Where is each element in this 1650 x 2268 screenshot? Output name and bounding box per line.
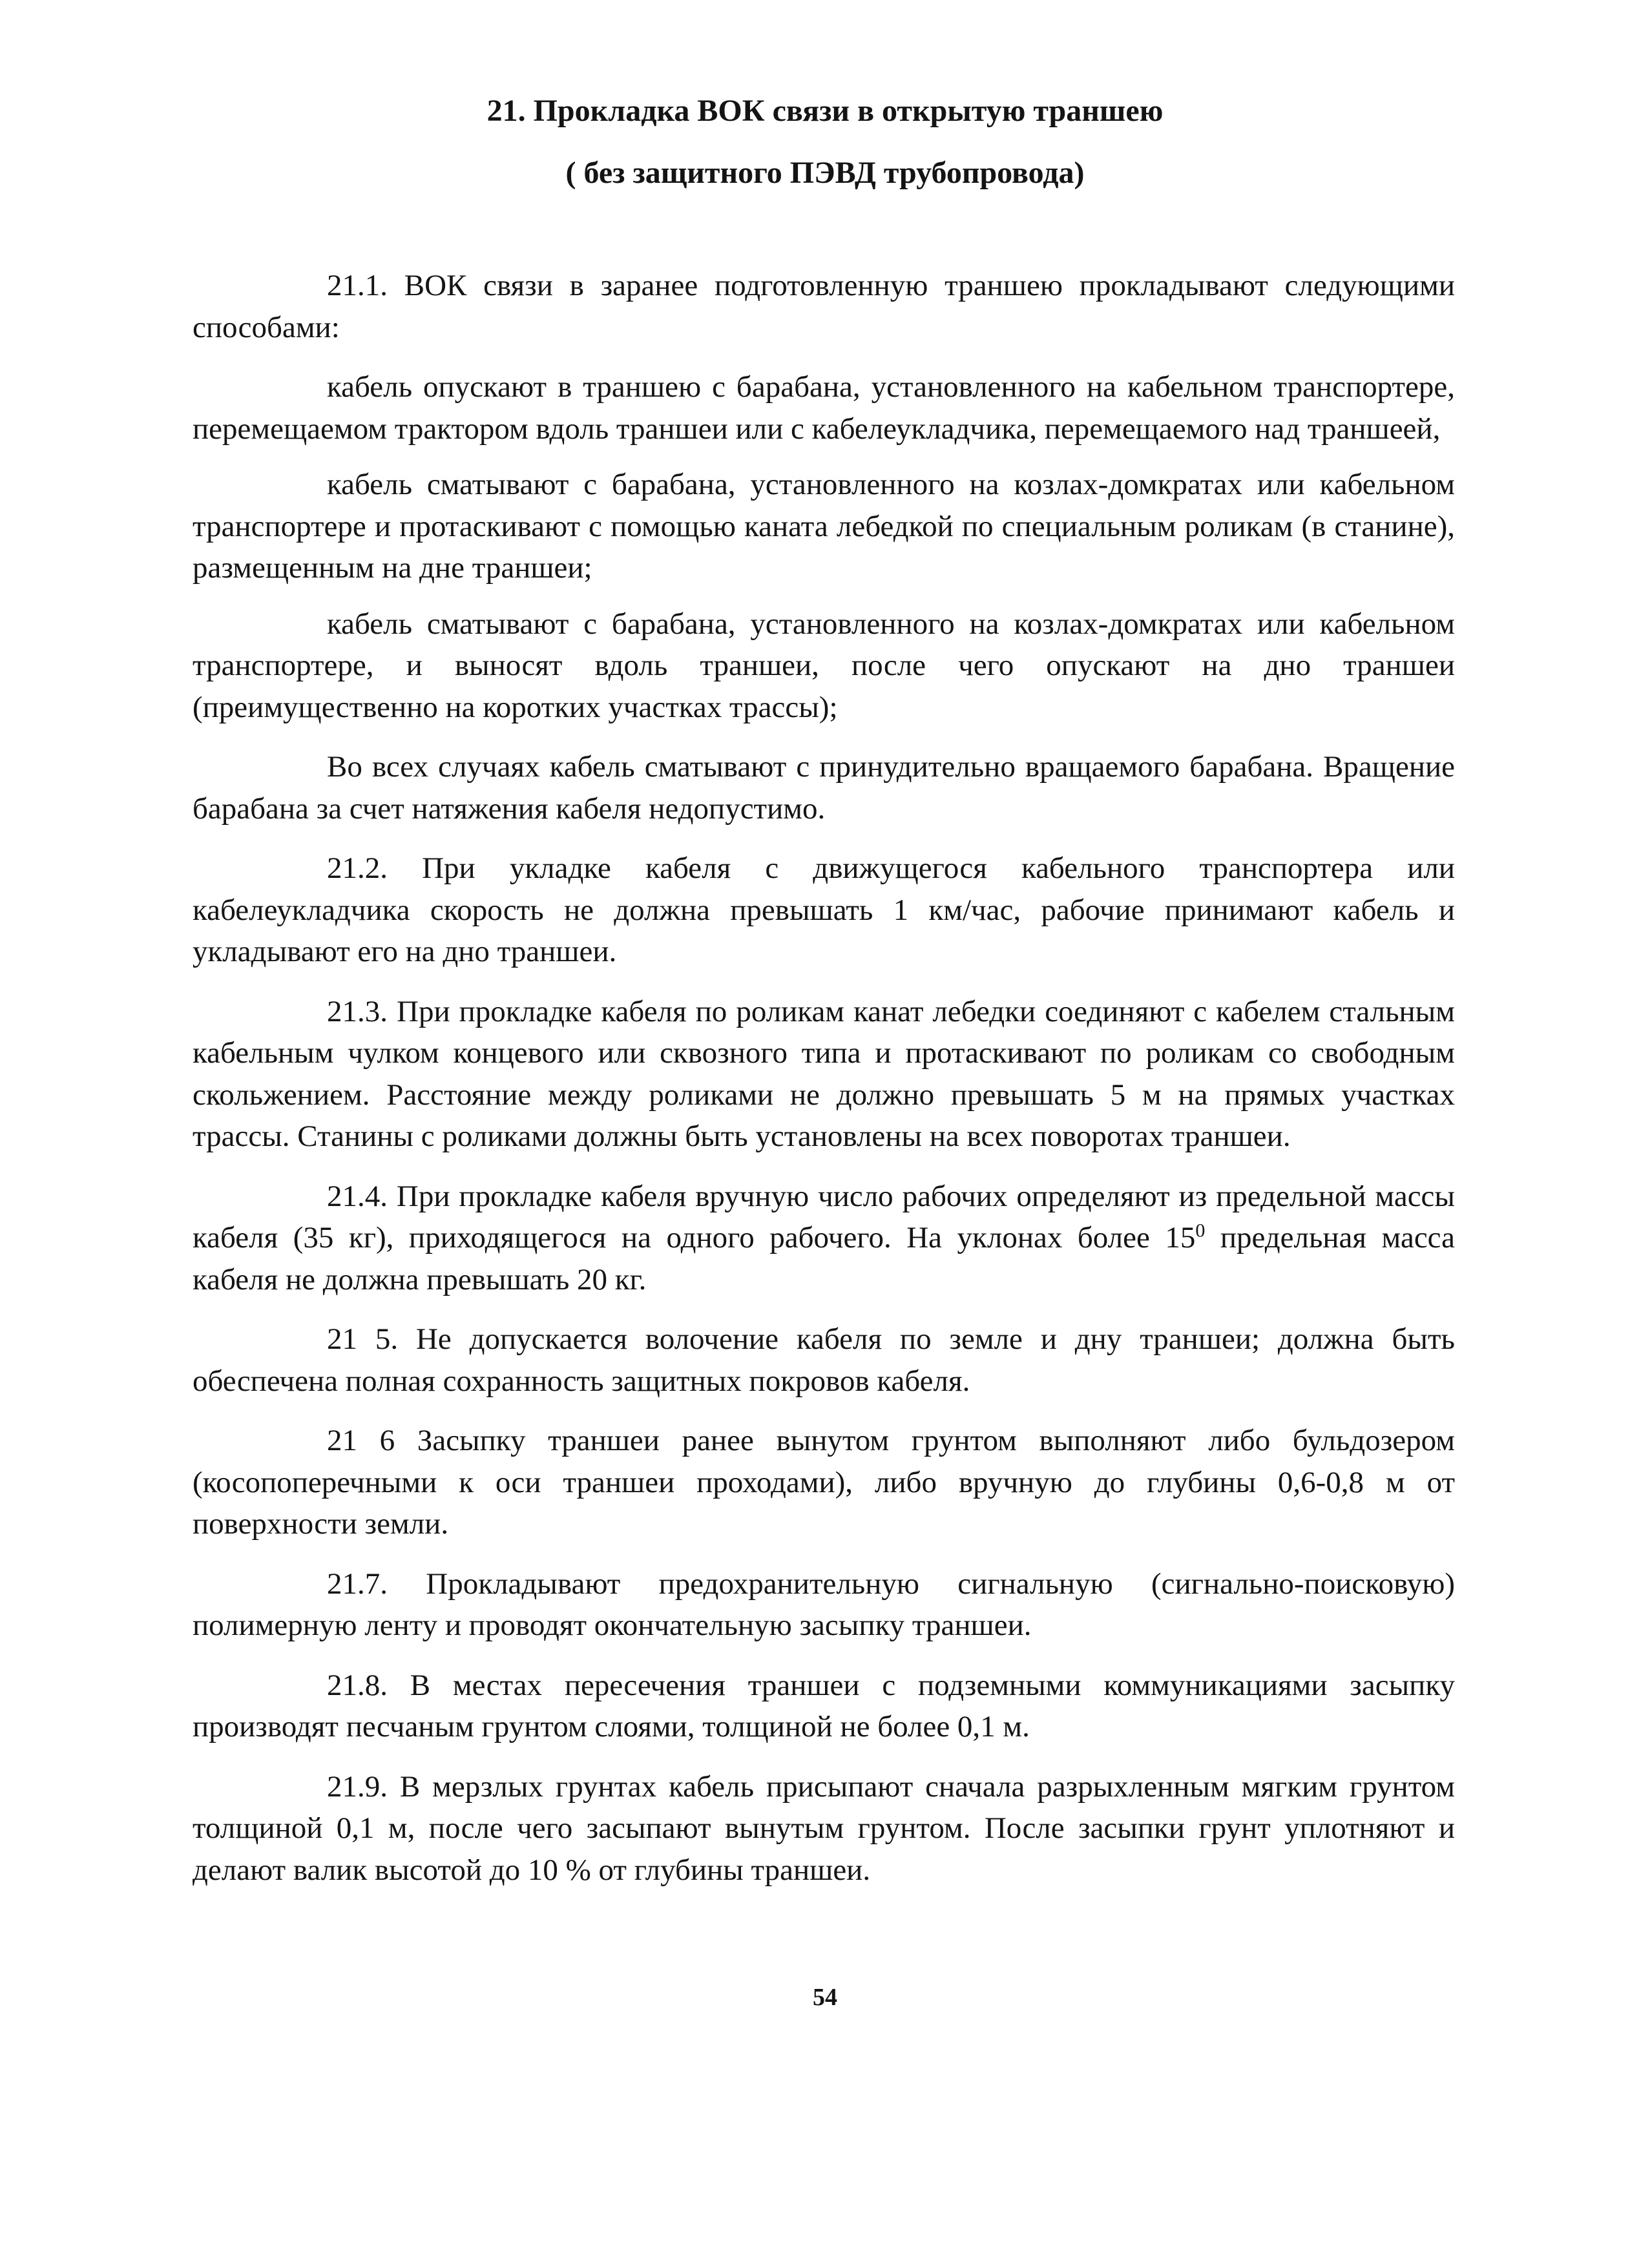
- paragraph-21-4-text-start: 21.4. При прокладке кабеля вручную число рабочих определяют из предельной массы кабеля (35 кг), приходящегося на одного рабочего. На уклонах более 15: [193, 1179, 1455, 1254]
- paragraph-drum-rotation-note: Во всех случаях кабель сматывают с принудительно вращаемого барабана. Вращение барабана за счет натяжения кабеля недопустимо.: [193, 750, 1455, 826]
- section-subtitle: ( без защитного ПЭВД трубопровода): [565, 156, 1085, 190]
- paragraph-method-winch-rollers: кабель сматывают с барабана, установленного на козлах-домкратах или кабельном транспортере и протаскивают с помощью каната лебедкой по специальным роликам (в станине), размещенным на дне траншеи;: [193, 468, 1455, 585]
- paragraph-21-9: 21.9. В мерзлых грунтах кабель присыпают сначала разрыхленным мягким грунтом толщиной 0,1 м, после чего засыпают вынутым грунтом. После засыпки грунт уплотняют и делают валик высотой до 10 % от глубины траншеи.: [193, 1769, 1455, 1887]
- paragraph-21-1: 21.1. ВОК связи в заранее подготовленную траншею прокладывают следующими способами:: [193, 269, 1455, 344]
- paragraph-21-4-text-end: предельная масса кабеля не должна превышать 20 кг.: [193, 1221, 1455, 1296]
- paragraph-21-2: 21.2. При укладке кабеля с движущегося кабельного транспортера или кабелеукладчика скорость не должна превышать 1 км/час, рабочие принимают кабель и укладывают его на дно траншеи.: [193, 851, 1455, 968]
- paragraph-method-drum-transporter: кабель опускают в траншею с барабана, установленного на кабельном транспортере, перемещаемом трактором вдоль траншеи или с кабелеукладчика, перемещаемого над траншеей,: [193, 370, 1455, 446]
- document-body: [193, 265, 1455, 1891]
- paragraph-21-7: 21.7. Прокладывают предохранительную сигнальную (сигнально-поисковую) полимерную ленту и проводят окончательную засыпку траншеи.: [193, 1566, 1455, 1642]
- paragraph-21-8: 21.8. В местах пересечения траншеи с подземными коммуникациями засыпку производят песчаным грунтом слоями, толщиной не более 0,1 м.: [193, 1668, 1455, 1743]
- paragraph-21-5: 21 5. Не допускается волочение кабеля по земле и дну траншеи; должна быть обеспечена полная сохранность защитных покровов кабеля.: [193, 1322, 1455, 1398]
- paragraph-21-6: 21 6 Засыпку траншеи ранее вынутом грунтом выполняют либо бульдозером (косопоперечными к оси траншеи проходами), либо вручную до глубины 0,6-0,8 м от поверхности земли.: [193, 1424, 1455, 1541]
- paragraph-21-3: 21.3. При прокладке кабеля по роликам канат лебедки соединяют с кабелем стальным кабельным чулком концевого или сквозного типа и протаскивают по роликам со свободным скольжением. Расстояние между роликами не должно превышать 5 м на прямых участках трассы. Станины с роликами должны быть установлены на всех поворотах траншеи.: [193, 994, 1455, 1153]
- page-number: 54: [813, 1984, 837, 2011]
- degree-superscript: 0: [1195, 1220, 1206, 1242]
- paragraph-method-manual-carry: кабель сматывают с барабана, установленного на козлах-домкратах или кабельном транспортере, и выносят вдоль траншеи, после чего опускают на дно траншеи (преимущественно на коротких участках трассы);: [193, 607, 1455, 724]
- section-title: 21. Прокладка ВОК связи в открытую траншею: [486, 94, 1164, 128]
- paragraph-21-4: [193, 1176, 1455, 1301]
